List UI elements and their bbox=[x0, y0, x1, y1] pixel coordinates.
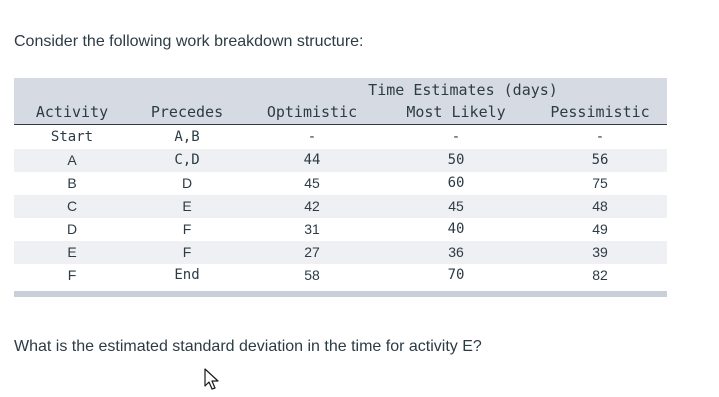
most-likely-cell: - bbox=[451, 129, 461, 145]
column-header-precedes: Precedes bbox=[150, 103, 224, 121]
pessimistic-cell: 48 bbox=[592, 198, 608, 214]
table-row bbox=[14, 264, 667, 287]
wbs-table bbox=[14, 78, 667, 297]
column-header-pessimistic: Pessimistic bbox=[550, 103, 650, 121]
precedes-cell: E bbox=[182, 198, 192, 214]
precedes-cell: F bbox=[182, 221, 192, 237]
precedes-cell: C,D bbox=[174, 152, 200, 168]
column-header-optimistic: Optimistic bbox=[266, 103, 358, 121]
optimistic-cell: 44 bbox=[303, 152, 321, 168]
activity-cell: D bbox=[66, 221, 78, 237]
optimistic-cell: 42 bbox=[304, 198, 320, 214]
table-row bbox=[14, 195, 667, 218]
activity-cell: Start bbox=[50, 129, 94, 145]
pessimistic-cell: - bbox=[595, 129, 605, 145]
table-row bbox=[14, 218, 667, 241]
most-likely-cell: 40 bbox=[447, 221, 465, 237]
column-header-activity: Activity bbox=[35, 103, 109, 121]
activity-cell: C bbox=[66, 198, 78, 214]
pessimistic-cell: 82 bbox=[592, 267, 608, 283]
table-row bbox=[14, 241, 667, 264]
table-body bbox=[14, 125, 667, 287]
precedes-cell: D bbox=[181, 175, 193, 191]
table-row bbox=[14, 149, 667, 172]
time-estimates-header: Time Estimates (days) bbox=[368, 81, 558, 99]
most-likely-cell: 36 bbox=[448, 244, 464, 260]
precedes-cell: A,B bbox=[174, 129, 200, 145]
table-row bbox=[14, 126, 667, 149]
optimistic-cell: 31 bbox=[304, 221, 320, 237]
most-likely-cell: 60 bbox=[447, 175, 465, 191]
table-footer-band bbox=[14, 291, 667, 297]
optimistic-cell: 27 bbox=[304, 244, 320, 260]
activity-cell: F bbox=[67, 267, 77, 283]
activity-cell: A bbox=[67, 152, 77, 168]
table-row bbox=[14, 172, 667, 195]
precedes-cell: F bbox=[182, 244, 192, 260]
pessimistic-cell: 49 bbox=[592, 221, 608, 237]
column-header-most-likely: Most Likely bbox=[406, 103, 506, 121]
activity-cell: B bbox=[67, 175, 77, 191]
intro-text: Consider the following work breakdown structure: bbox=[14, 33, 364, 50]
pessimistic-cell: 75 bbox=[592, 175, 608, 191]
activity-cell: E bbox=[67, 244, 77, 260]
question-text: What is the estimated standard deviation in the time for activity E? bbox=[14, 338, 482, 355]
most-likely-cell: 70 bbox=[447, 267, 465, 283]
most-likely-cell: 45 bbox=[448, 198, 464, 214]
pessimistic-cell: 39 bbox=[592, 244, 608, 260]
most-likely-cell: 50 bbox=[447, 152, 465, 168]
optimistic-cell: - bbox=[307, 129, 317, 145]
table-header bbox=[14, 78, 667, 125]
precedes-cell: End bbox=[174, 267, 200, 283]
pessimistic-cell: 56 bbox=[591, 152, 609, 168]
mouse-pointer-icon bbox=[204, 368, 222, 392]
optimistic-cell: 58 bbox=[304, 267, 320, 283]
optimistic-cell: 45 bbox=[304, 175, 320, 191]
